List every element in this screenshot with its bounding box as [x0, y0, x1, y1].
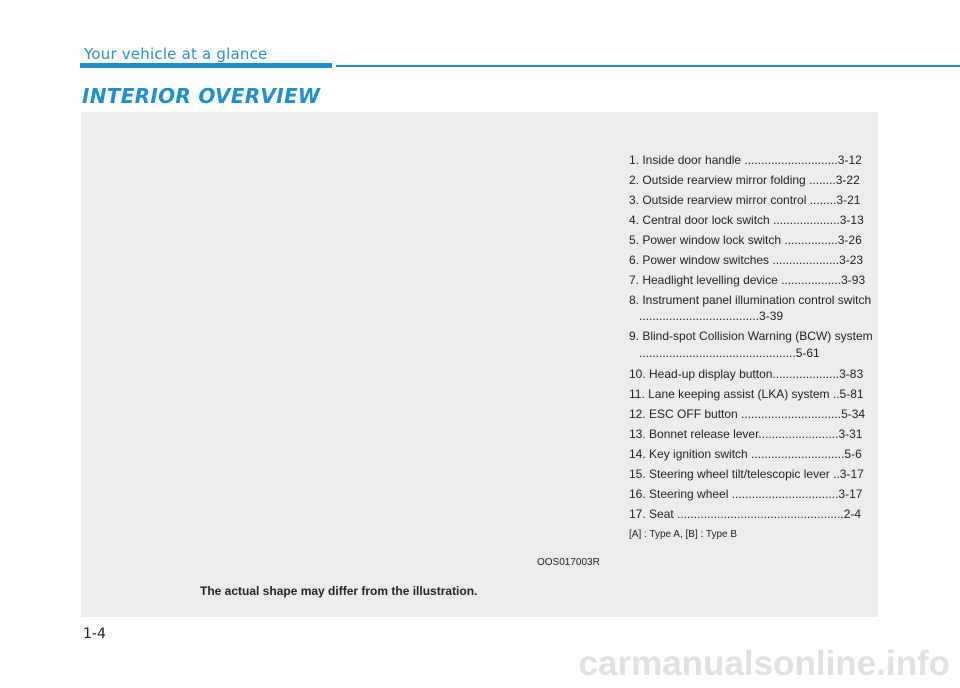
list-item: 14. Key ignition switch ............................5-6 — [629, 446, 862, 461]
page-heading: INTERIOR OVERVIEW — [82, 84, 321, 108]
component-list — [629, 150, 879, 524]
header-rule-thick — [80, 63, 332, 68]
page-number: 1-4 — [83, 626, 106, 642]
type-note: [A] : Type A, [B] : Type B — [629, 529, 738, 540]
list-item: 2. Outside rearview mirror folding ........3-22 — [629, 173, 860, 187]
list-item: 16. Steering wheel ................................3-17 — [629, 486, 863, 501]
list-item: 11. Lane keeping assist (LKA) system ..5-81 — [629, 386, 864, 401]
header-rule-thin — [336, 65, 960, 67]
image-code: OOS017003R — [537, 557, 600, 568]
list-item: 7. Headlight levelling device ..................3-93 — [629, 273, 866, 287]
list-item: 1. Inside door handle ............................3-12 — [629, 153, 862, 167]
list-item: 6. Power window switches ....................3-23 — [629, 253, 864, 267]
list-item: 15. Steering wheel tilt/telescopic lever ..3-17 — [629, 466, 864, 481]
watermark: carmanualsonline.info — [578, 644, 950, 683]
disclaimer: The actual shape may differ from the illustration. — [200, 584, 478, 598]
list-item: 5. Power window lock switch ................3-26 — [629, 233, 862, 247]
list-item: 8. Instrument panel illumination control switch ....................................3-39 — [629, 292, 872, 324]
list-item: 13. Bonnet release lever........................3-31 — [629, 426, 863, 441]
list-item: 4. Central door lock switch ....................3-13 — [629, 213, 864, 227]
list-item: 17. Seat ..................................................2-4 — [629, 506, 862, 521]
list-item: 9. Blind-spot Collision Warning (BCW) system ...............................................5-61 — [629, 329, 873, 361]
list-item: 3. Outside rearview mirror control ........3-21 — [629, 193, 861, 207]
list-item: 12. ESC OFF button ..............................5-34 — [629, 406, 866, 421]
section-title: Your vehicle at a glance — [84, 45, 268, 63]
list-item: 10. Head-up display button....................3-83 — [629, 366, 864, 381]
